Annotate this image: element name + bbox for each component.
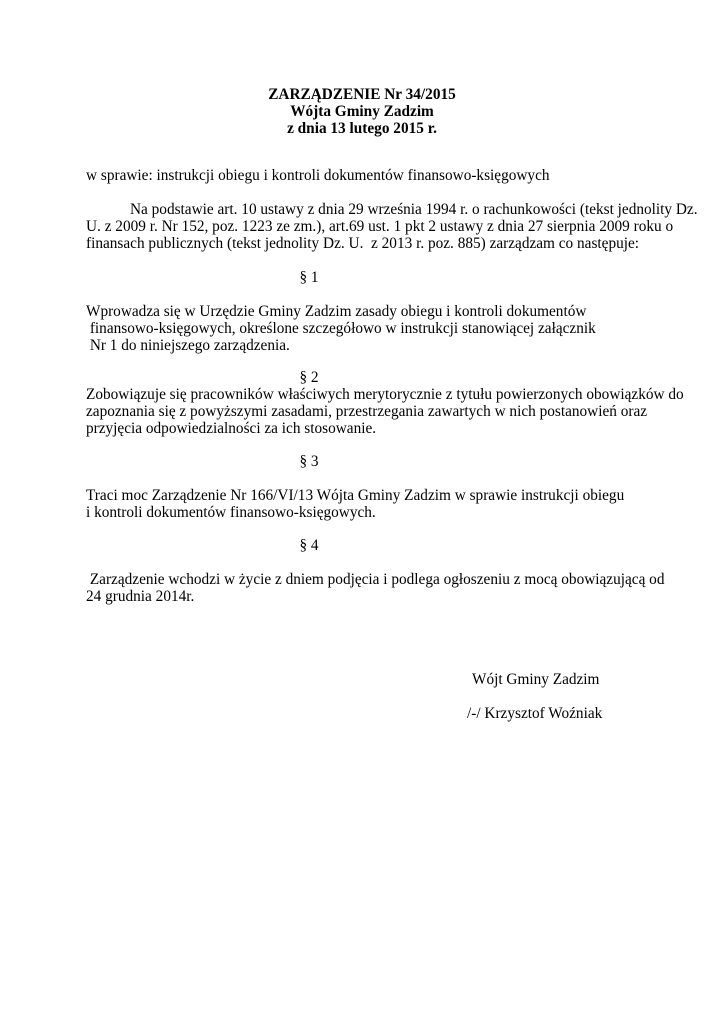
- section-sign-2: § 2: [299, 369, 319, 386]
- subject-line: w sprawie: instrukcji obiegu i kontroli dokumentów finansowo-księgowych: [86, 167, 550, 184]
- document-title: ZARZĄDZENIE Nr 34/2015: [268, 86, 456, 103]
- signature-name: /-/ Krzysztof Woźniak: [467, 705, 603, 722]
- section-2-line: zapoznania się z powyższymi zasadami, przestrzegania zawartych w nich postanowień oraz: [86, 403, 648, 420]
- document-date: z dnia 13 lutego 2015 r.: [287, 120, 437, 137]
- section-3-line: i kontroli dokumentów finansowo-księgowych.: [86, 504, 376, 521]
- preamble-line: Na podstawie art. 10 ustawy z dnia 29 września 1994 r. o rachunkowości (tekst jednolity Dz.: [130, 201, 698, 218]
- preamble-line: finansach publicznych (tekst jednolity Dz. U. z 2013 r. poz. 885) zarządzam co następuje:: [86, 235, 640, 252]
- signature-title: Wójt Gminy Zadzim: [472, 671, 600, 688]
- section-4-line: 24 grudnia 2014r.: [86, 588, 195, 605]
- section-1-line: Nr 1 do niniejszego zarządzenia.: [86, 337, 290, 354]
- section-3-line: Traci moc Zarządzenie Nr 166/VI/13 Wójta Gminy Zadzim w sprawie instrukcji obiegu: [86, 487, 625, 504]
- preamble-line: U. z 2009 r. Nr 152, poz. 1223 ze zm.), art.69 ust. 1 pkt 2 ustawy z dnia 27 sierpnia 2009 roku o: [86, 218, 674, 235]
- section-2-line: Zobowiązuje się pracowników właściwych merytorycznie z tytułu powierzonych obowiązków do: [86, 386, 684, 403]
- section-1-line: finansowo-księgowych, określone szczegółowo w instrukcji stanowiącej załącznik: [86, 320, 596, 337]
- document-issuer: Wójta Gminy Zadzim: [290, 103, 434, 120]
- section-4-line: Zarządzenie wchodzi w życie z dniem podjęcia i podlega ogłoszeniu z mocą obowiązującą od: [86, 571, 665, 588]
- section-2-line: przyjęcia odpowiedzialności za ich stosowanie.: [86, 420, 377, 437]
- section-sign-1: § 1: [299, 269, 319, 286]
- section-sign-4: § 4: [299, 537, 319, 554]
- section-sign-3: § 3: [299, 453, 319, 470]
- section-1-line: Wprowadza się w Urzędzie Gminy Zadzim zasady obiegu i kontroli dokumentów: [86, 303, 587, 320]
